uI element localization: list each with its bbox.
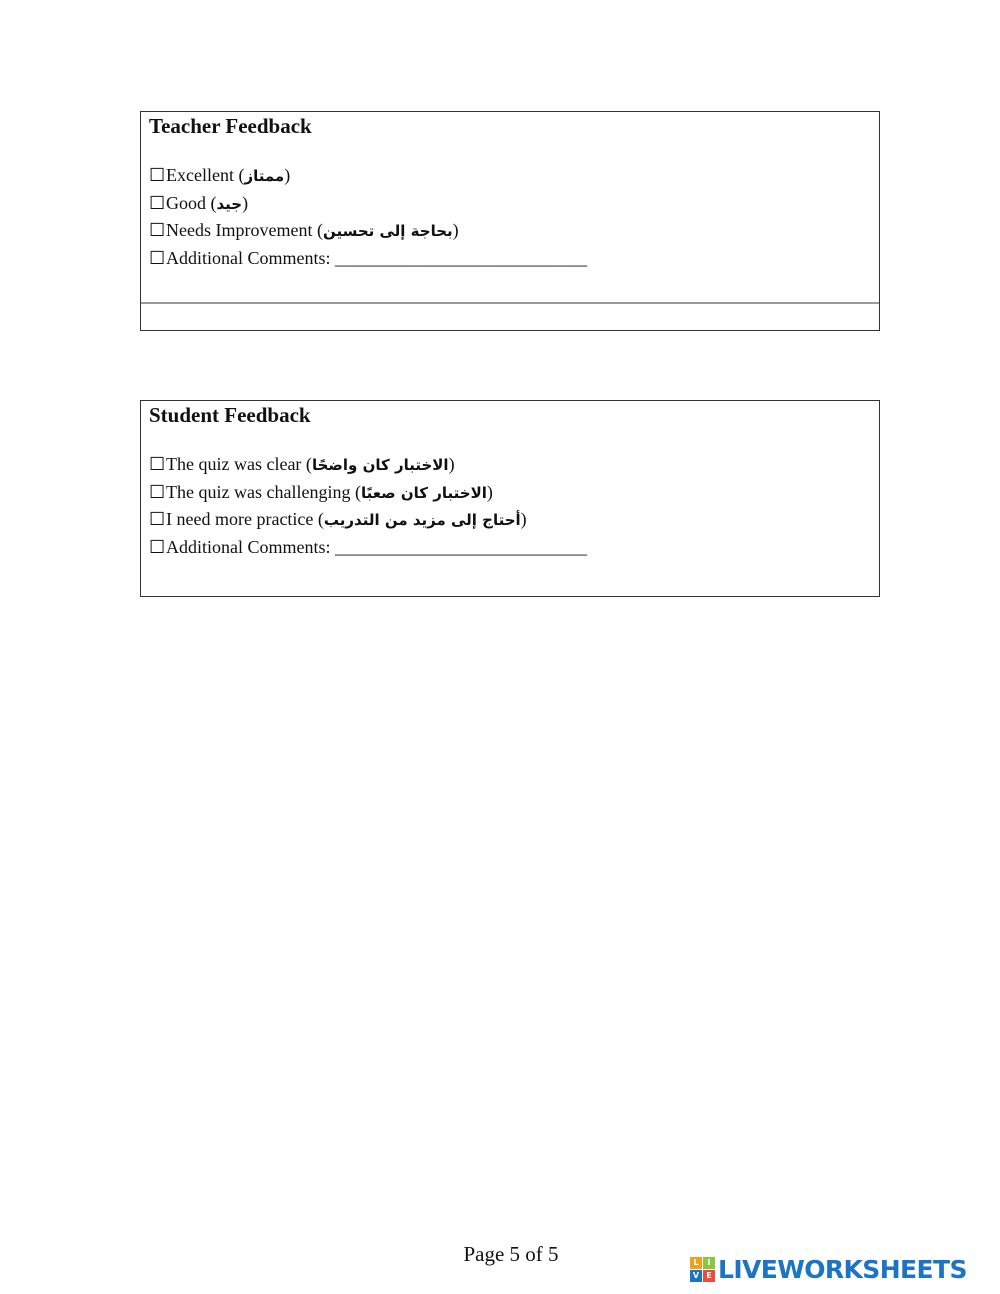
student-option-need-practice[interactable]	[149, 506, 587, 534]
checkbox-icon[interactable]: ☐	[149, 247, 166, 268]
checkbox-icon[interactable]: ☐	[149, 509, 166, 529]
option-arabic-label: الاختبار كان واضحًا	[311, 456, 449, 474]
checkbox-icon[interactable]: ☐	[149, 165, 166, 185]
teacher-feedback-box	[140, 111, 880, 331]
teacher-option-good[interactable]	[149, 190, 587, 218]
option-close-paren: )	[284, 165, 291, 185]
teacher-feedback-options	[149, 162, 587, 271]
option-close-paren: )	[452, 220, 459, 240]
checkbox-icon[interactable]: ☐	[149, 481, 166, 502]
option-close-paren: )	[448, 454, 455, 474]
student-option-quiz-challenging[interactable]	[149, 479, 587, 507]
teacher-option-excellent[interactable]	[149, 162, 587, 190]
student-feedback-box	[140, 400, 880, 597]
checkbox-icon[interactable]: ☐	[149, 220, 166, 240]
teacher-box-divider	[141, 302, 879, 304]
liveworksheets-logo[interactable]	[690, 1254, 967, 1284]
option-label: The quiz was challenging (	[166, 481, 361, 502]
student-feedback-title: Student Feedback	[149, 403, 311, 427]
student-feedback-options	[149, 451, 587, 560]
option-arabic-label: جيد	[216, 194, 243, 213]
option-label: Good (	[166, 192, 217, 213]
option-arabic-label: أحتاج إلى مزيد من التدريب	[323, 511, 521, 529]
option-label: Needs Improvement (	[166, 220, 323, 240]
logo-letter-l: L	[690, 1257, 702, 1269]
option-label: Excellent (	[166, 165, 245, 185]
logo-letter-i: I	[703, 1257, 715, 1269]
teacher-option-additional-comments[interactable]	[149, 245, 587, 272]
page-number: Page 5 of 5	[463, 1242, 559, 1266]
option-label: The quiz was clear (	[166, 454, 312, 474]
teacher-feedback-title: Teacher Feedback	[149, 114, 312, 138]
option-arabic-label: ممتاز	[244, 167, 285, 185]
teacher-option-needs-improvement[interactable]	[149, 217, 587, 245]
student-option-additional-comments[interactable]	[149, 534, 587, 561]
option-close-paren: )	[520, 509, 527, 529]
option-label: I need more practice (	[166, 509, 324, 529]
brand-name: LIVEWORKSHEETS	[718, 1254, 967, 1284]
option-arabic-label: بحاجة إلى تحسين	[322, 222, 453, 240]
checkbox-icon[interactable]: ☐	[149, 536, 166, 557]
student-option-quiz-clear[interactable]	[149, 451, 587, 479]
option-close-paren: )	[242, 192, 249, 213]
checkbox-icon[interactable]: ☐	[149, 454, 166, 474]
option-label: Additional Comments: ____________________________	[166, 247, 587, 268]
logo-letter-e: E	[703, 1270, 715, 1282]
checkbox-icon[interactable]: ☐	[149, 192, 166, 213]
liveworksheets-grid-icon	[690, 1257, 715, 1282]
option-label: Additional Comments: ____________________________	[166, 536, 587, 557]
option-close-paren: )	[486, 481, 493, 502]
option-arabic-label: الاختبار كان صعبًا	[360, 483, 487, 502]
logo-letter-v: V	[690, 1270, 702, 1282]
